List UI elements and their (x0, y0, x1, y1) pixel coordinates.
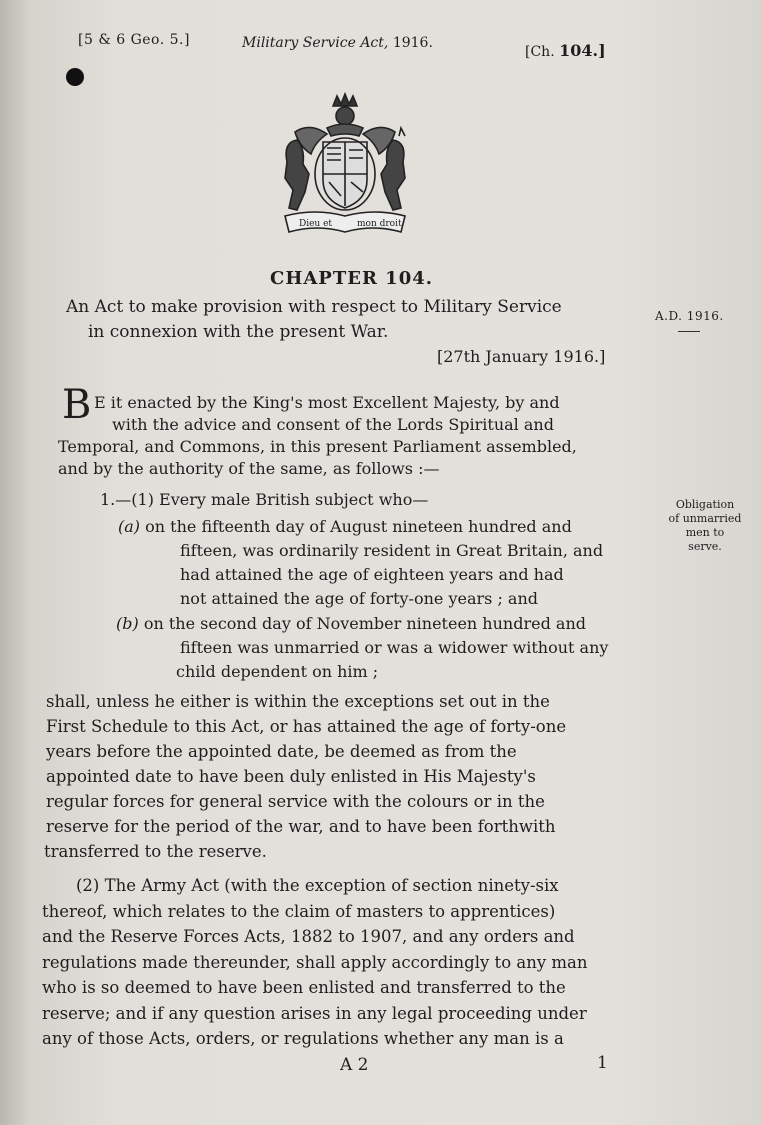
para-a-line-2: fifteen, was ordinarily resident in Great Britain, and (180, 541, 604, 560)
enacting-line-3: Temporal, and Commons, in this present Parliament assembled, (58, 437, 577, 456)
subsection-2-line: thereof, which relates to the claim of masters to apprentices) (42, 902, 556, 921)
para-a-label: (a) (118, 517, 141, 536)
section-1-opening: 1.—(1) Every male British subject who— (100, 490, 429, 509)
para-b-line-3: child dependent on him ; (176, 662, 379, 681)
chapter-heading: CHAPTER 104. (270, 268, 434, 289)
enacting-line-2: with the advice and consent of the Lords Spiritual and (112, 415, 554, 434)
para-b-label: (b) (116, 614, 139, 633)
margin-year: A.D. 1916. (655, 309, 724, 323)
chapter-reference (525, 41, 606, 60)
subsection-2-line: who is so deemed to have been enlisted and transferred to the (42, 978, 566, 997)
page-number: 1 (597, 1053, 608, 1073)
para-b-text-1: on the second day of November nineteen hundred and (143, 614, 586, 633)
chapter-ref-prefix: [Ch. (525, 44, 555, 60)
shall-line: reserve for the period of the war, and to have been forthwith (46, 817, 556, 836)
signature-mark: A 2 (340, 1055, 369, 1075)
long-title-line-2: in connexion with the present War. (88, 322, 389, 342)
drop-cap: B (62, 382, 92, 428)
marginal-note-line-2: of unmarried (668, 512, 742, 525)
subsection-2-line: and the Reserve Forces Acts, 1882 to 1907, and any orders and (42, 927, 575, 946)
shall-line: transferred to the reserve. (44, 842, 267, 861)
subsection-2-line: reserve; and if any question arises in any legal proceeding under (42, 1004, 587, 1023)
para-a-line-1 (118, 516, 572, 538)
chapter-ref-number: 104.] (559, 41, 606, 60)
shall-line: First Schedule to this Act, or has attained the age of forty-one (46, 717, 567, 736)
marginal-note (655, 498, 755, 554)
marginal-note-line-3: men to (685, 526, 725, 539)
shall-line: appointed date to have been duly enlisted in His Majesty's (46, 767, 536, 786)
motto-left: Dieu et (299, 219, 333, 229)
enacting-line-1: E it enacted by the King's most Excellent Majesty, by and (94, 393, 560, 412)
long-title (66, 295, 646, 345)
royal-assent-date: [27th January 1916.] (437, 347, 606, 366)
para-a-text-1: on the fifteenth day of August nineteen hundred and (145, 517, 572, 536)
motto-right: mon droit (357, 219, 402, 229)
marginal-note-line-1: Obligation (675, 498, 735, 511)
shall-line: shall, unless he either is within the exceptions set out in the (46, 692, 550, 711)
royal-coat-of-arms-icon (275, 92, 415, 240)
subsection-2-line: any of those Acts, orders, or regulations whether any man is a (42, 1029, 564, 1048)
para-a-line-4: not attained the age of forty-one years ; and (180, 589, 538, 608)
act-year: 1916. (392, 35, 433, 51)
shall-line: regular forces for general service with the colours or in the (46, 792, 545, 811)
margin-rule (678, 331, 700, 332)
short-title: Military Service Act, (242, 35, 389, 51)
marginal-note-line-4: serve. (688, 540, 722, 553)
punch-hole (66, 68, 84, 86)
subsection-2-line: regulations made thereunder, shall apply accordingly to any man (42, 953, 588, 972)
para-b-line-1 (116, 613, 586, 635)
long-title-line-1: An Act to make provision with respect to Military Service (66, 297, 562, 317)
para-b-line-2: fifteen was unmarried or was a widower without any (180, 638, 609, 657)
shall-line: years before the appointed date, be deemed as from the (46, 742, 517, 761)
subsection-2-line: (2) The Army Act (with the exception of section ninety-six (76, 876, 559, 895)
para-a-line-3: had attained the age of eighteen years and had (180, 565, 564, 584)
running-title (242, 35, 433, 51)
enacting-line-4: and by the authority of the same, as follows :— (58, 459, 440, 478)
regnal-year: [5 & 6 Geo. 5.] (78, 32, 190, 48)
